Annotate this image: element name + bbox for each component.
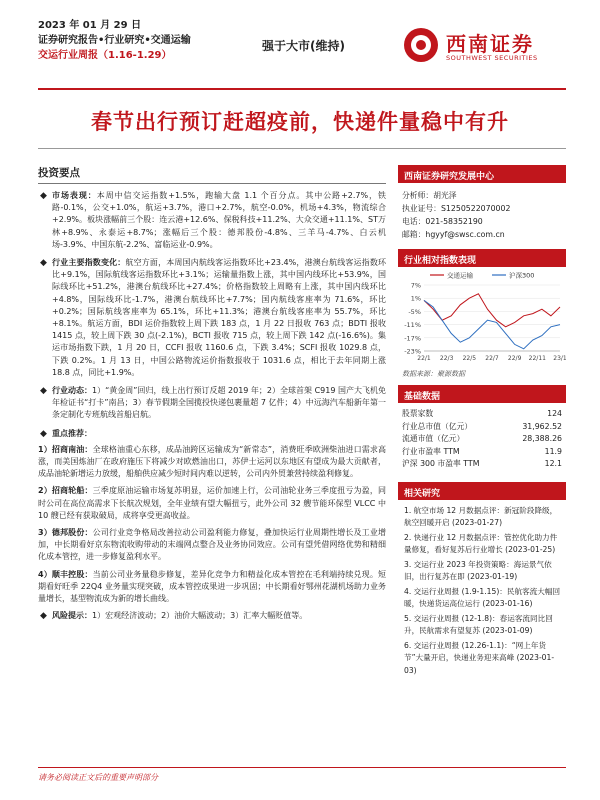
industry-rating: 强于大市(维持) bbox=[262, 39, 345, 53]
bullet-label: 重点推荐： bbox=[52, 428, 92, 438]
chart-xtick-label: 22/11 bbox=[528, 355, 546, 362]
related-report-link[interactable]: 2. 快递行业 12 月数据点评：管控优化助力件量修复，看好复苏后行业增长 (2023-01-25) bbox=[404, 532, 558, 554]
chart-ytick-label: -5% bbox=[408, 307, 421, 316]
bullet-text: 本周中信交运指数+1.5%，跑输大盘 1.1 个百分点。其中公路+2.7%，铁路-0.1%，公交+1.0%，航运+3.7%，港口+2.7%，航空-0.0%，机场+4.3%，物流综合+2.9%。板块涨幅前三个股：连云港+12.6%、保税科技+11.2%、大众交通+11.1%、ST万林+8.9%、永泰运+8.7%；涨幅后三个股：德邦股份-4.8%、三羊马-4.7%、白云机场-3.9%、中国东航-2.2%、富临运业-0.9%。 bbox=[52, 191, 386, 249]
logo-en-text: SOUTHWEST SECURITIES bbox=[446, 54, 538, 62]
heading-divider bbox=[38, 183, 386, 184]
diamond-bullet-icon: ◆ bbox=[40, 386, 47, 397]
chart-series-line bbox=[424, 294, 560, 327]
recommend-text: 全球格油重心东移，成品油跨区运输成为“新常态”，消费旺季欧洲柴油进口需求高涨，而美国炼油厂在政府施压下将减少对欧燃油出口，苏伊士运河以东地区有望成为最大贡献者，成品油轮新增运力放缓，船舶供应减少短时间内难以逆转，公司内外贸兼营持续盈利修复。 bbox=[38, 444, 386, 479]
chart-svg bbox=[398, 267, 566, 367]
key-data-row bbox=[402, 433, 562, 446]
related-heading: 相关研究 bbox=[398, 482, 566, 500]
right-sidebar bbox=[398, 165, 566, 684]
key-data-table bbox=[398, 403, 566, 476]
recommend-item bbox=[38, 569, 386, 606]
recommend-label: 4）顺丰控股： bbox=[38, 569, 93, 579]
logo-cn-text: 西南证券 bbox=[446, 32, 534, 56]
bullet-label: 风险提示： bbox=[52, 611, 92, 621]
chart-xtick-label: 22/1 bbox=[417, 355, 431, 362]
bullet-risk bbox=[38, 610, 386, 622]
chart-ytick-label: 1% bbox=[410, 294, 421, 303]
chart-source: 数据来源：聚源数据 bbox=[402, 370, 465, 378]
analyst-license: 执业证号：S1250522070002 bbox=[402, 204, 511, 213]
analyst-name: 分析师：胡光泽 bbox=[402, 191, 457, 200]
key-data-label: 流通市值（亿元） bbox=[402, 434, 465, 443]
chart-xtick-label: 23/1 bbox=[553, 355, 566, 362]
chart-legend-label: 沪深300 bbox=[509, 271, 535, 280]
bullet-label: 行业动态： bbox=[52, 386, 93, 396]
bullet-label: 行业主要指数变化： bbox=[52, 258, 126, 268]
key-data-row bbox=[402, 458, 562, 471]
logo-emblem-icon bbox=[404, 28, 438, 62]
title-divider bbox=[38, 148, 566, 149]
bullet-label: 市场表现： bbox=[52, 191, 97, 200]
recommend-text: 当前公司业务量稳步修复，差异化竞争力和精益化成本管控在毛利端持续兑现。短期看好旺季 22Q4 业务量实现突破，成本管控成果进一步巩固；中长期看好鄂州花湖机场助力业务量增长，基型物流成为新的增长曲线。 bbox=[38, 569, 386, 604]
chart-xtick-label: 22/7 bbox=[485, 355, 499, 362]
key-data-row bbox=[402, 408, 562, 421]
bullet-recommend bbox=[38, 428, 386, 440]
chart-ytick-label: -23% bbox=[404, 347, 421, 356]
footer-disclaimer: 请务必阅读正文后的重要声明部分 bbox=[38, 773, 158, 782]
recommend-label: 1）招商南油： bbox=[38, 444, 93, 454]
key-data-label: 沪深 300 市盈率 TTM bbox=[402, 459, 480, 468]
analyst-box bbox=[398, 183, 566, 249]
bullet-news bbox=[38, 385, 386, 422]
relative-index-chart bbox=[398, 267, 566, 367]
recommend-text: 三季度原油运输市场复苏明显，运价加速上行，公司油轮业务三季度扭亏为盈，同时公司在高位高需求下长航次规划，全年业绩有望大幅扭亏，此外公司 32 艘节能环保型 VLCC 中 10 艘已经有获取破局，成将享受更高收益。 bbox=[38, 486, 386, 520]
company-logo bbox=[404, 24, 564, 74]
header-divider bbox=[38, 88, 566, 90]
report-type: 证券研究报告•行业研究•交通运输 bbox=[38, 35, 191, 46]
key-data-label: 行业市盈率 TTM bbox=[402, 446, 460, 456]
recommend-label: 2）招商轮船： bbox=[38, 486, 93, 496]
key-data-label: 股票家数 bbox=[402, 409, 434, 418]
recommend-text: 公司行业竞争格局改善拉动公司盈利能力修复，叠加快运行业周期性增长及工业增加，中长期看好京东物流收购带动的末端网点整合及业务协同效应。公司有望凭借网络优势和精细化成本管控，进一步修复盈利水平。 bbox=[38, 528, 386, 562]
key-data-value: 28,388.26 bbox=[522, 434, 562, 443]
related-report-link[interactable]: 4. 交运行业周报 (1.9-1.15)：民航客流大幅回暖，快递货运高位运行 (2023-01-16) bbox=[404, 586, 561, 608]
related-report-link[interactable]: 6. 交运行业周报 (12.26-1.1)：“网上年货节”大量开启，快递业务迎来高峰 (2023-01-03) bbox=[404, 640, 555, 675]
key-data-heading: 基础数据 bbox=[398, 385, 566, 403]
bullet-text: 1）“黄金周”回归，线上出行预订反超 2019 年；2）全球首架 C919 国产大飞机免年检证书“打卡”南昌；3）春节假期全国揽投快递包裹量超 7 亿件；4）中远海汽车船新年第一条定制化专班航线首船启航。 bbox=[52, 386, 387, 420]
analyst-email[interactable]: 邮箱：hgyyf@swsc.com.cn bbox=[402, 230, 505, 239]
related-report-link[interactable]: 1. 航空市场 12 月数据点评：新冠阶段降级，航空回暖开启 (2023-01-27) bbox=[404, 505, 558, 527]
related-report-link[interactable]: 3. 交运行业 2023 年投资策略：海运景气依旧，出行复苏在即 (2023-01-19) bbox=[404, 559, 552, 581]
recommend-item bbox=[38, 485, 386, 522]
chart-ytick-label: -11% bbox=[404, 321, 421, 330]
report-weekly: 交运行业周报（1.16-1.29） bbox=[38, 50, 172, 61]
analyst-heading: 西南证券研究发展中心 bbox=[398, 165, 566, 183]
key-data-value: 12.1 bbox=[544, 459, 562, 468]
key-data-row bbox=[402, 421, 562, 434]
bullet-indices bbox=[38, 257, 386, 379]
key-data-row bbox=[402, 446, 562, 459]
bullet-text: 航空方面，本周国内航线客运指数环比+23.4%，港澳台航线客运指数环比+9.1%，国际航线客运指数环比+3.1%；运输量指数上涨，其中国内线环比+53.9%，国际线环比+51.2%，港澳台航线环比+27.4%；价格指数较上周略有上涨，其中国内线环比+4.8%，国际线环比-1.7%，港澳台航线环比+7.7%；国内航线客座率为 71.6%，环比+0.2%；国际航线客座率为 65.1%，环比+11.3%；港澳台航线客座率为 55.7%，环比+8.1%。航运方面，BDI 运价指数较上周下跌 183 点，1 月 22 日报收 763 点；BDTI 报收 1415 点，较上周下跌 30 点(-2.1%)，BCTI 报收 715 点，较上周下跌 142 点(-16.6%)。集运市场指数下跌，1 月 20 日，CCFI 报收 1160.6 点，下跌 3.4%；SCFI 报收 1029.8 点，下跌 0.2%。1 月 13 日，中国公路物流运价指数报收于 1031.6 点，相比于去年同期上涨 18.8 点，同比+1.9%。 bbox=[52, 258, 386, 377]
recommend-item bbox=[38, 444, 386, 481]
key-data-label: 行业总市值（亿元） bbox=[402, 421, 473, 431]
chart-xtick-label: 22/9 bbox=[507, 355, 522, 362]
analyst-phone: 电话：021-58352190 bbox=[402, 217, 483, 226]
investment-points-heading: 投资要点 bbox=[38, 167, 80, 179]
left-column bbox=[38, 165, 386, 629]
bullet-market bbox=[38, 190, 386, 251]
chart-legend-label: 交通运输 bbox=[447, 271, 473, 280]
related-report-link[interactable]: 5. 交运行业周报 (12-1.8)：春运客流同比回升，民航需求有望复苏 (2023-01-09) bbox=[404, 613, 553, 635]
recommend-label: 3）德邦股份： bbox=[38, 528, 93, 538]
diamond-bullet-icon: ◆ bbox=[40, 611, 47, 622]
report-title: 春节出行预订赶超疫前，快递件量稳中有升 bbox=[91, 110, 509, 134]
report-date: 2023 年 01 月 29 日 bbox=[38, 20, 142, 31]
key-data-value: 124 bbox=[547, 409, 562, 418]
key-data-value: 31,962.52 bbox=[522, 421, 562, 431]
diamond-bullet-icon: ◆ bbox=[40, 191, 47, 201]
chart-xtick-label: 22/3 bbox=[439, 355, 454, 362]
footer-divider bbox=[38, 767, 566, 768]
related-list bbox=[398, 500, 566, 685]
key-data-value: 11.9 bbox=[544, 446, 562, 456]
diamond-bullet-icon: ◆ bbox=[40, 258, 47, 269]
chart-ytick-label: -17% bbox=[404, 334, 421, 343]
chart-xtick-label: 22/5 bbox=[462, 355, 477, 362]
recommend-item bbox=[38, 527, 386, 564]
header-left bbox=[38, 18, 191, 63]
diamond-bullet-icon: ◆ bbox=[40, 428, 47, 439]
chart-heading: 行业相对指数表现 bbox=[398, 249, 566, 267]
chart-ytick-label: 7% bbox=[410, 281, 421, 290]
bullet-text: 1）宏观经济波动；2）油价大幅波动；3）汇率大幅贬值等。 bbox=[92, 611, 308, 621]
